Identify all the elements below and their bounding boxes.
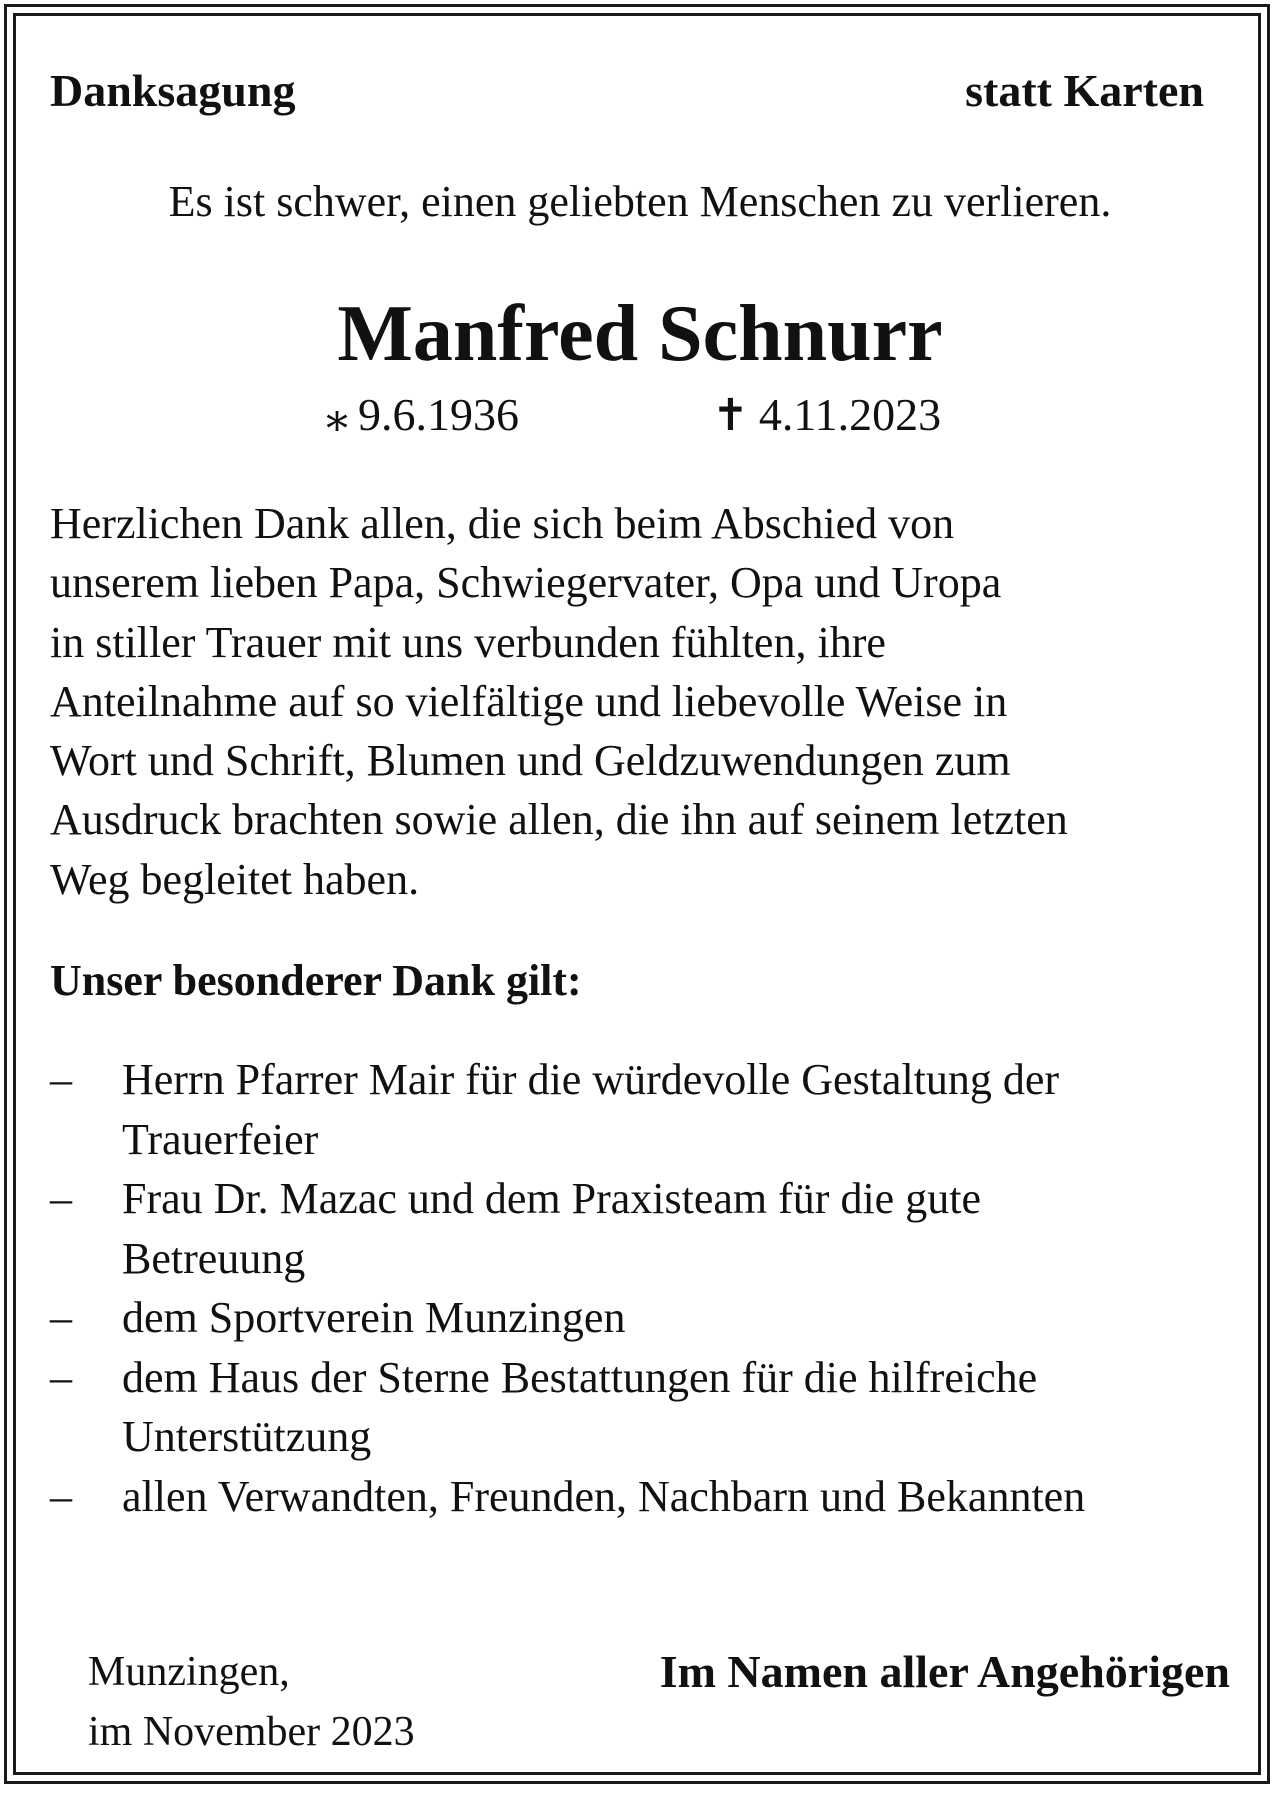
special-thanks-list: [50, 1050, 1270, 1526]
birth-date: [326, 384, 519, 447]
death-date-value: 4.11.2023: [758, 389, 942, 440]
list-item: [50, 1288, 1270, 1348]
special-thanks-heading: Unser besonderer Dank gilt:: [50, 956, 582, 1005]
birth-date-value: 9.6.1936: [358, 389, 519, 440]
cross-icon: ✝: [712, 391, 749, 440]
deceased-name: Manfred Schnurr: [337, 290, 943, 378]
list-item-line: Unterstützung: [122, 1412, 372, 1461]
dash-bullet: –: [50, 1293, 72, 1342]
header-title: Danksagung: [50, 65, 296, 116]
paragraph-line: Herzlichen Dank allen, die sich beim Abschied von: [50, 499, 955, 548]
footer-date: im November 2023: [88, 1709, 415, 1755]
list-item: [50, 1467, 1270, 1527]
paragraph-line: Weg begleitet haben.: [50, 854, 420, 904]
list-item: [50, 1050, 1270, 1169]
death-date: [712, 384, 941, 447]
dash-bullet: –: [50, 1352, 72, 1402]
header-note: statt Karten: [965, 65, 1204, 116]
dash-bullet: –: [50, 1471, 72, 1521]
list-item: [50, 1169, 1270, 1288]
thanks-paragraph: [50, 494, 1260, 909]
paragraph-line: in stiller Trauer mit uns verbunden fühlten, ihre: [50, 617, 886, 667]
list-item-line: Herrn Pfarrer Mair für die würdevolle Gestaltung der: [122, 1055, 1060, 1104]
list-item-line: dem Sportverein Munzingen: [122, 1293, 626, 1342]
paragraph-line: Anteilnahme auf so vielfältige und liebevolle Weise in: [50, 676, 1008, 726]
list-item-line: Frau Dr. Mazac und dem Praxisteam für die gute: [122, 1174, 981, 1223]
dash-bullet: –: [50, 1174, 72, 1223]
list-item-line: allen Verwandten, Freunden, Nachbarn und Bekannten: [122, 1471, 1086, 1521]
dash-bullet: –: [50, 1055, 72, 1104]
intro-line: Es ist schwer, einen geliebten Menschen zu verlieren.: [168, 177, 1112, 226]
footer-place: Munzingen,: [88, 1649, 290, 1695]
paragraph-line: Wort und Schrift, Blumen und Geldzuwendungen zum: [50, 736, 1011, 786]
star-icon: ⁎: [326, 391, 348, 440]
paragraph-line: Ausdruck brachten sowie allen, die ihn auf seinem letzten: [50, 795, 1068, 845]
list-item-line: dem Haus der Sterne Bestattungen für die hilfreiche: [122, 1352, 1038, 1402]
list-item-line: Betreuung: [122, 1233, 306, 1283]
footer-signature: Im Namen aller Angehörigen: [659, 1646, 1230, 1697]
paragraph-line: unserem lieben Papa, Schwiegervater, Opa und Uropa: [50, 558, 1002, 608]
list-item: [50, 1348, 1270, 1467]
list-item-line: Trauerfeier: [122, 1114, 319, 1164]
